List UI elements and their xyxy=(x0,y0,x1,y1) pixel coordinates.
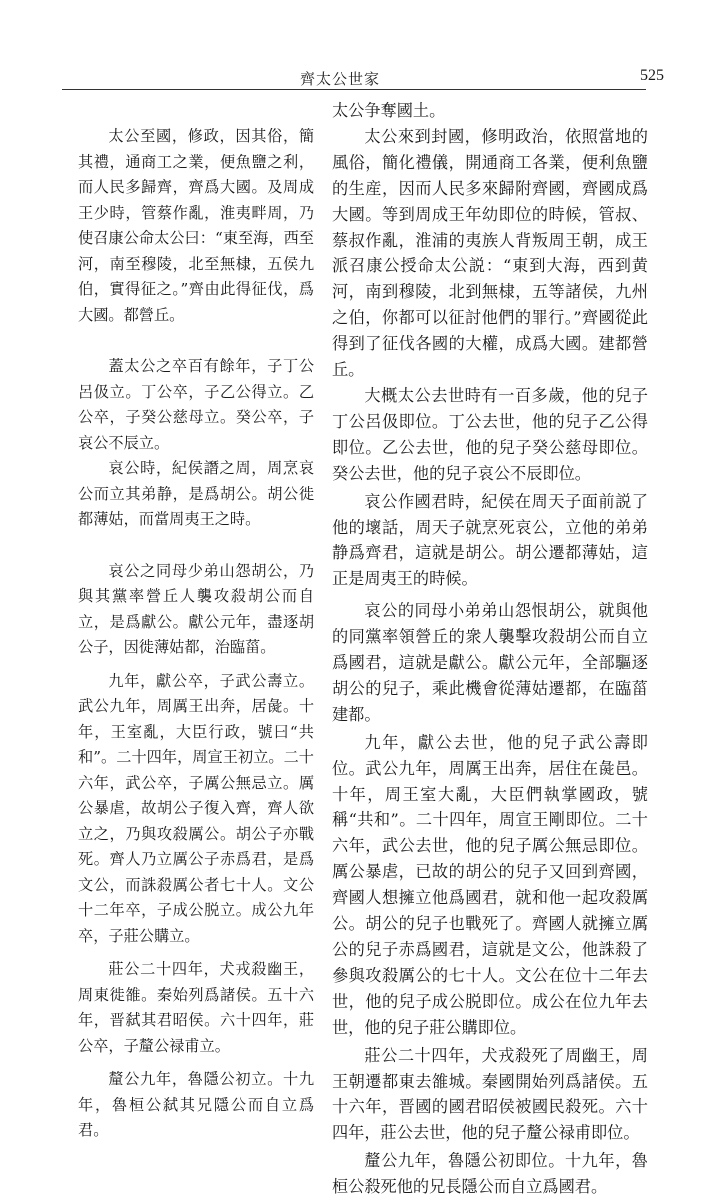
paragraph-gap xyxy=(78,328,314,354)
page-header xyxy=(0,0,716,90)
paragraph: 哀公時，紀侯譖之周，周烹哀公而立其弟静，是爲胡公。胡公徙都薄姑，而當周夷王之時。 xyxy=(78,459,314,528)
paragraph-gap xyxy=(78,533,314,559)
paragraph: 九年，獻公卒，子武公壽立。武公九年，周厲王出奔，居彘。十年，王室亂，大臣行政，號曰“共和”。二十四年，周宣王初立。二十六年，武公卒，子厲公無忌立。厲公暴虐，故胡公子復入齊，齊人欲立之，乃與攻殺厲公。胡公子亦戰死。齊人乃立厲公子赤爲君，是爲文公，而誅殺厲公者七十人。文公十二年卒，子成公脱立。成公九年卒，子莊公購立。 xyxy=(78,671,314,945)
paragraph-gap xyxy=(78,661,314,669)
paragraph-gap xyxy=(78,949,314,957)
paragraph: 釐公九年，魯隱公初即位。十九年，魯桓公殺死他的兄長隱公而自立爲國君。 xyxy=(332,1151,648,1197)
paragraph: 太公至國，修政，因其俗，簡其禮，通商工之業，便魚鹽之利，而人民多歸齊，齊爲大國。及周成王少時，管蔡作亂，淮夷畔周，乃使召康公命太公曰：“東至海，西至河，南至穆陵，北至無棣，五侯九伯，實得征之。”齊由此得征伐，爲大國。都營丘。 xyxy=(78,127,314,324)
paragraph: 哀公的同母小弟弟山怨恨胡公，就與他的同黨率領營丘的衆人襲擊攻殺胡公而自立爲國君，這就是獻公。獻公元年，全部驅逐胡公的兒子，乘此機會從薄姑遷都，在臨菑建都。 xyxy=(332,601,648,724)
translation-column xyxy=(332,98,648,1200)
paragraph: 莊公二十四年，犬戎殺死了周幽王，周王朝遷都東去雒城。秦國開始列爲諸侯。五十六年，晋國的國君昭侯被國民殺死。六十四年，莊公去世，他的兒子釐公禄甫即位。 xyxy=(332,1045,648,1143)
paragraph: 釐公九年，魯隱公初立。十九年，魯桓公弑其兄隱公而自立爲君。 xyxy=(78,1070,314,1139)
paragraph: 太公争奪國土。 xyxy=(332,101,446,120)
running-title: 齊太公世家 xyxy=(300,70,381,88)
paragraph: 蓋太公之卒百有餘年，子丁公呂伋立。丁公卒，子乙公得立。乙公卒，子癸公慈母立。癸公卒，子哀公不辰立。 xyxy=(78,357,314,452)
page-number: 525 xyxy=(640,67,664,84)
paragraph: 莊公二十四年，犬戎殺幽王，周東徙雒。秦始列爲諸侯。五十六年，晋弑其君昭侯。六十四年，莊公卒，子釐公禄甫立。 xyxy=(78,960,314,1055)
paragraph-gap xyxy=(78,1059,314,1067)
classical-text-column xyxy=(78,98,314,1144)
header-rule xyxy=(62,89,646,90)
paragraph: 哀公之同母少弟山怨胡公，乃與其黨率營丘人襲攻殺胡公而自立，是爲獻公。獻公元年，盡逐胡公子，因徙薄姑都，治臨菑。 xyxy=(78,561,314,656)
paragraph: 哀公作國君時，紀侯在周天子面前説了他的壞話，周天子就烹死哀公，立他的弟弟静爲齊君，這就是胡公。胡公遷都薄姑，這正是周夷王的時候。 xyxy=(332,491,648,589)
paragraph: 九年，獻公去世，他的兒子武公壽即位。武公九年，周厲王出奔，居住在彘邑。十年，周王室大亂，大臣們執掌國政，號稱“共和”。二十四年，周宣王剛即位。二十六年，武公去世，他的兒子厲公無忌即位。厲公暴虐，已故的胡公的兒子又回到齊國，齊國人想擁立他爲國君，就和他一起攻殺厲公。胡公的兒子也戰死了。齊國人就擁立厲公的兒子赤爲國君，這就是文公，他誅殺了參與攻殺厲公的七十人。文公在位十二年去世，他的兒子成公脱即位。成公在位九年去世，他的兒子莊公購即位。 xyxy=(332,732,648,1037)
paragraph: 太公來到封國，修明政治，依照當地的風俗，簡化禮儀，開通商工各業，便利魚鹽的生産，因而人民多來歸附齊國，齊國成爲大國。等到周成王年幼即位的時候，管叔、蔡叔作亂，淮浦的夷族人背叛周王朝，成王派召康公授命太公説：“東到大海，西到黄河，南到穆陵，北到無棣，五等諸侯，九州之伯，你都可以征討他們的罪行。”齊國從此得到了征伐各國的大權，成爲大國。建都營丘。 xyxy=(332,126,648,380)
paragraph-gap xyxy=(78,98,314,124)
paragraph: 大概太公去世時有一百多歲，他的兒子丁公呂伋即位。丁公去世，他的兒子乙公得即位。乙公去世，他的兒子癸公慈母即位。癸公去世，他的兒子哀公不辰即位。 xyxy=(332,385,648,483)
